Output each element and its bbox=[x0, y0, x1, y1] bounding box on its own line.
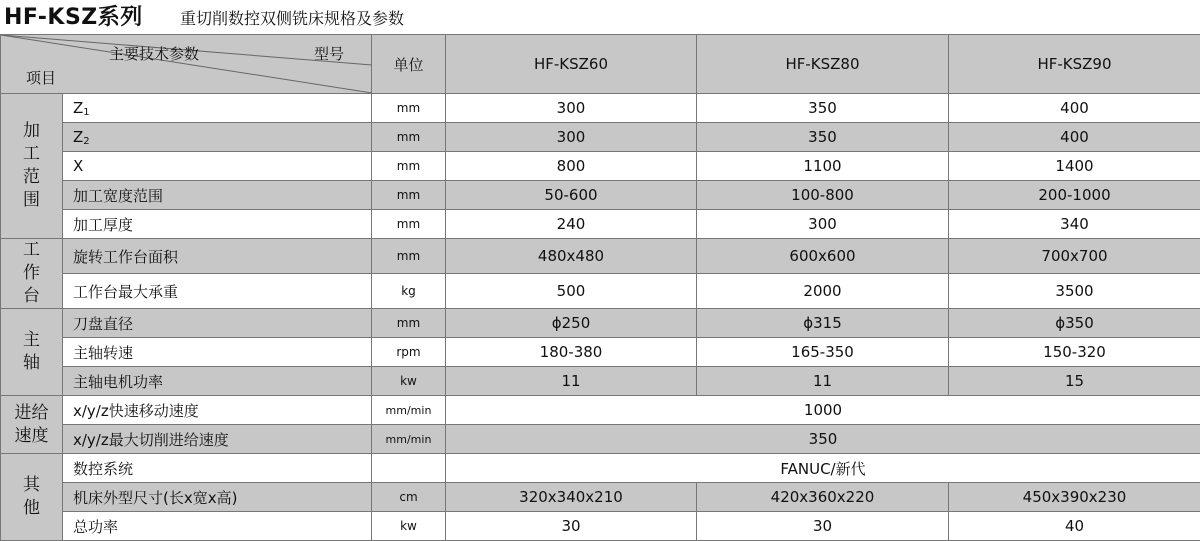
row-label: 刀盘直径 bbox=[63, 309, 372, 338]
row-label: 主轴电机功率 bbox=[63, 367, 372, 396]
series-subtitle: 重切削数控双侧铣床规格及参数 bbox=[180, 6, 404, 29]
row-value: 300 bbox=[446, 123, 697, 152]
page-title bbox=[0, 0, 1200, 34]
row-value: 450x390x230 bbox=[949, 483, 1200, 512]
row-value: 40 bbox=[949, 512, 1200, 541]
row-label: 主轴转速 bbox=[63, 338, 372, 367]
row-unit: mm bbox=[372, 309, 446, 338]
row-label: 机床外型尺寸(长x宽x高) bbox=[63, 483, 372, 512]
table-row bbox=[1, 123, 1200, 152]
row-value: 400 bbox=[949, 123, 1200, 152]
group-table: 工作台 bbox=[1, 239, 63, 309]
table-row bbox=[1, 309, 1200, 338]
table-row bbox=[1, 483, 1200, 512]
row-label: $Z_2$ bbox=[63, 123, 372, 152]
row-label: 工作台最大承重 bbox=[63, 274, 372, 309]
row-value: 800 bbox=[446, 152, 697, 181]
row-value: 600x600 bbox=[697, 239, 949, 274]
row-value: ϕ250 bbox=[446, 309, 697, 338]
header-model: 型号 bbox=[314, 43, 344, 64]
header-unit: 单位 bbox=[372, 35, 446, 94]
row-value: 500 bbox=[446, 274, 697, 309]
row-value: 15 bbox=[949, 367, 1200, 396]
row-value: 30 bbox=[697, 512, 949, 541]
table-row bbox=[1, 454, 1200, 483]
row-value: 2000 bbox=[697, 274, 949, 309]
row-value: 200-1000 bbox=[949, 181, 1200, 210]
row-label: x/y/z快速移动速度 bbox=[63, 396, 372, 425]
row-value: 350 bbox=[446, 425, 1200, 454]
row-unit: mm bbox=[372, 123, 446, 152]
row-unit: rpm bbox=[372, 338, 446, 367]
row-value: 400 bbox=[949, 94, 1200, 123]
row-value: FANUC/新代 bbox=[446, 454, 1200, 483]
table-row bbox=[1, 425, 1200, 454]
row-value: 150-320 bbox=[949, 338, 1200, 367]
row-label: 加工厚度 bbox=[63, 210, 372, 239]
table-row bbox=[1, 94, 1200, 123]
row-label: $Z_1$ bbox=[63, 94, 372, 123]
table-row bbox=[1, 396, 1200, 425]
row-value: 240 bbox=[446, 210, 697, 239]
row-value: 11 bbox=[697, 367, 949, 396]
row-value: 1100 bbox=[697, 152, 949, 181]
header-model-col: HF-KSZ60 bbox=[446, 35, 697, 94]
row-label: 总功率 bbox=[63, 512, 372, 541]
header-item: 项目 bbox=[26, 67, 56, 88]
row-value: 165-350 bbox=[697, 338, 949, 367]
row-value: 1000 bbox=[446, 396, 1200, 425]
table-row bbox=[1, 274, 1200, 309]
row-value: 11 bbox=[446, 367, 697, 396]
row-value: 30 bbox=[446, 512, 697, 541]
group-feed: 进给速度 bbox=[1, 396, 63, 454]
row-value: 320x340x210 bbox=[446, 483, 697, 512]
row-value: 350 bbox=[697, 123, 949, 152]
header-main-params: 主要技术参数 bbox=[109, 43, 199, 64]
row-label: 加工宽度范围 bbox=[63, 181, 372, 210]
row-value: ϕ315 bbox=[697, 309, 949, 338]
header-model-col: HF-KSZ80 bbox=[697, 35, 949, 94]
row-value: 700x700 bbox=[949, 239, 1200, 274]
row-unit: mm bbox=[372, 152, 446, 181]
row-unit: mm bbox=[372, 210, 446, 239]
table-row bbox=[1, 338, 1200, 367]
row-label: 数控系统 bbox=[63, 454, 372, 483]
group-spindle: 主轴 bbox=[1, 309, 63, 396]
header-row bbox=[1, 35, 1200, 94]
row-unit: cm bbox=[372, 483, 446, 512]
row-label: X bbox=[63, 152, 372, 181]
row-value: 1400 bbox=[949, 152, 1200, 181]
row-value: 300 bbox=[697, 210, 949, 239]
row-unit: mm bbox=[372, 239, 446, 274]
row-unit: mm/min bbox=[372, 425, 446, 454]
row-unit: kw bbox=[372, 512, 446, 541]
row-value: 420x360x220 bbox=[697, 483, 949, 512]
table-row bbox=[1, 367, 1200, 396]
table-row bbox=[1, 152, 1200, 181]
header-model-col: HF-KSZ90 bbox=[949, 35, 1200, 94]
row-value: 100-800 bbox=[697, 181, 949, 210]
row-unit: kw bbox=[372, 367, 446, 396]
table-row bbox=[1, 210, 1200, 239]
row-value: ϕ350 bbox=[949, 309, 1200, 338]
group-range: 加工范围 bbox=[1, 94, 63, 239]
spec-table bbox=[0, 34, 1200, 541]
table-row bbox=[1, 181, 1200, 210]
header-corner-cell bbox=[1, 35, 372, 94]
row-unit: mm/min bbox=[372, 396, 446, 425]
series-title: HF-KSZ系列 bbox=[4, 0, 143, 31]
row-label: 旋转工作台面积 bbox=[63, 239, 372, 274]
row-unit bbox=[372, 454, 446, 483]
row-value: 3500 bbox=[949, 274, 1200, 309]
group-other: 其他 bbox=[1, 454, 63, 541]
row-value: 480x480 bbox=[446, 239, 697, 274]
row-label: x/y/z最大切削进给速度 bbox=[63, 425, 372, 454]
row-unit: mm bbox=[372, 181, 446, 210]
row-unit: mm bbox=[372, 94, 446, 123]
table-row bbox=[1, 239, 1200, 274]
row-value: 350 bbox=[697, 94, 949, 123]
row-value: 300 bbox=[446, 94, 697, 123]
row-value: 50-600 bbox=[446, 181, 697, 210]
row-value: 180-380 bbox=[446, 338, 697, 367]
row-unit: kg bbox=[372, 274, 446, 309]
table-row bbox=[1, 512, 1200, 541]
row-value: 340 bbox=[949, 210, 1200, 239]
